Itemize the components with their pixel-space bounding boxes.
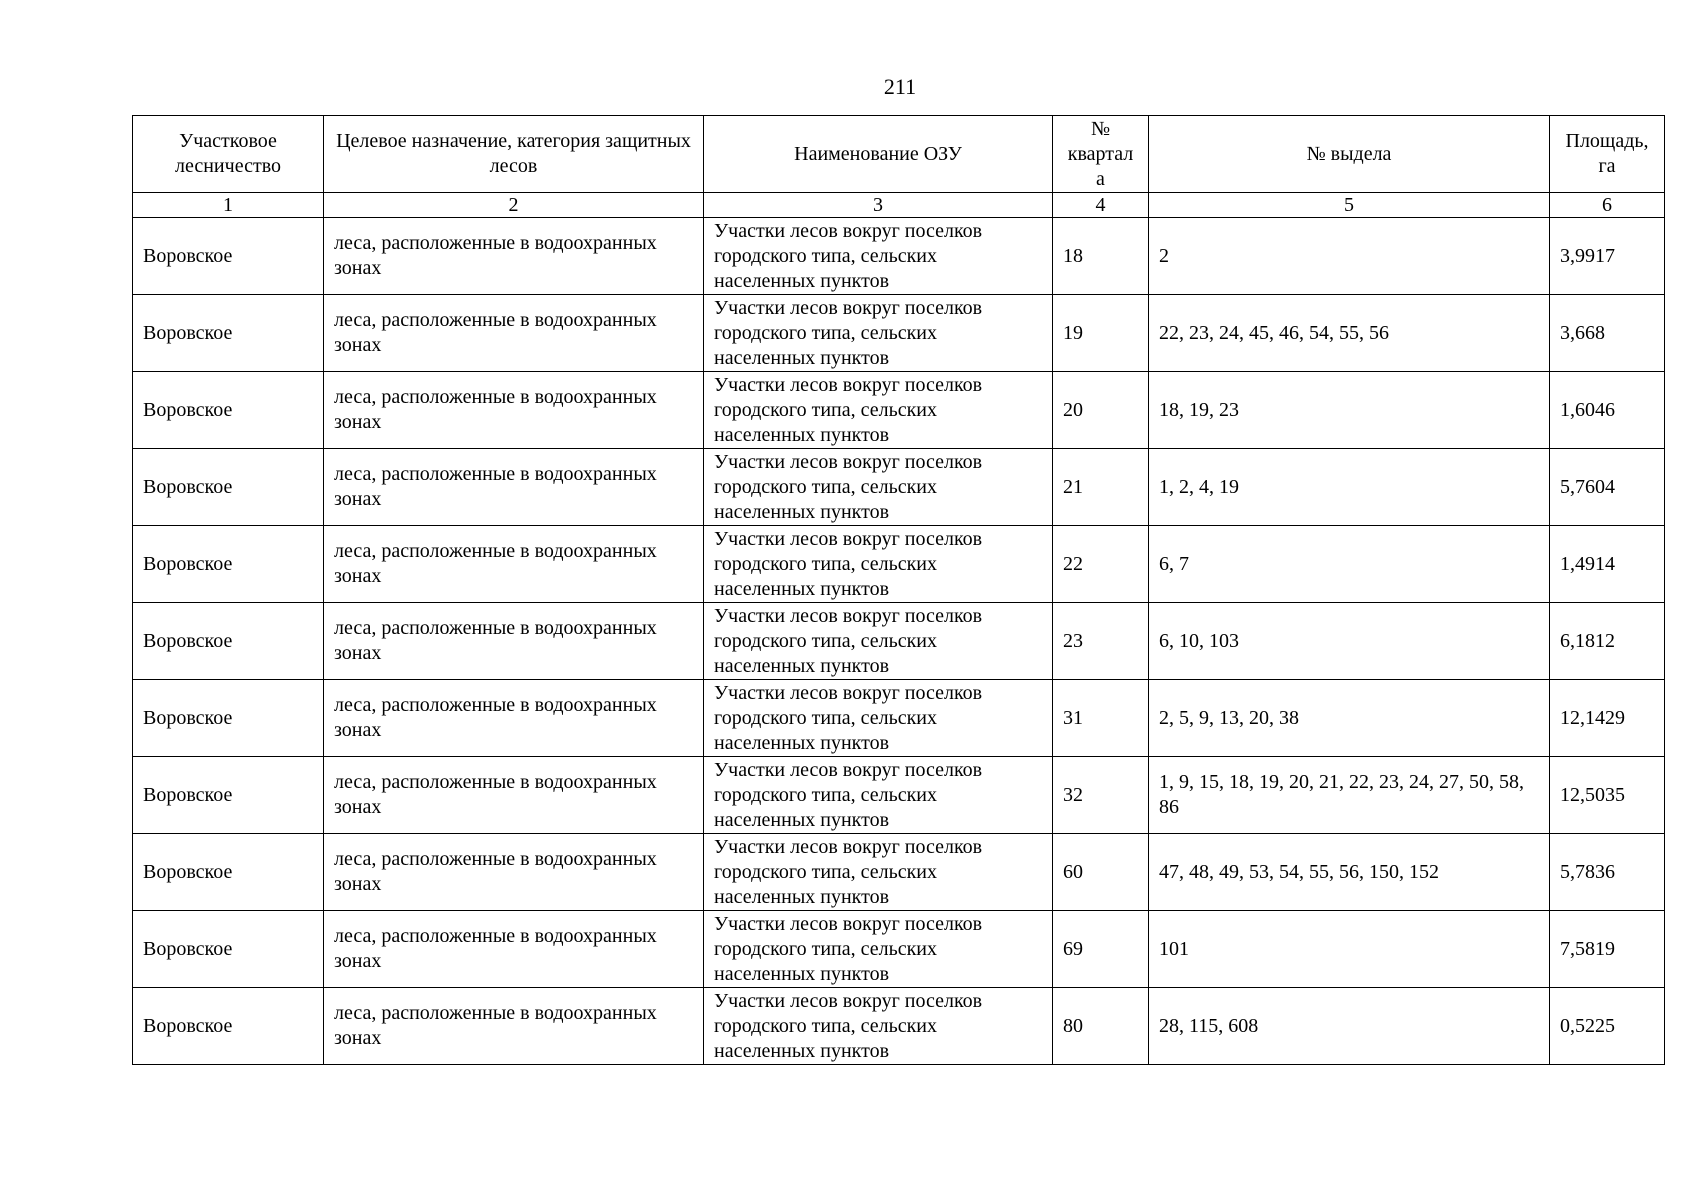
table-row — [133, 757, 1665, 834]
cell-area: 5,7836 — [1550, 834, 1665, 911]
cell-forestry: Воровское — [133, 911, 324, 988]
cell-ozu: Участки лесов вокруг поселков городского типа, сельских населенных пунктов — [704, 526, 1053, 603]
cell-purpose: леса, расположенные в водоохранных зонах — [324, 372, 704, 449]
cell-plots: 1, 9, 15, 18, 19, 20, 21, 22, 23, 24, 27, 50, 58, 86 — [1149, 757, 1550, 834]
cell-area: 12,1429 — [1550, 680, 1665, 757]
cell-purpose: леса, расположенные в водоохранных зонах — [324, 218, 704, 295]
header-row — [133, 116, 1665, 193]
cell-ozu: Участки лесов вокруг поселков городского типа, сельских населенных пунктов — [704, 911, 1053, 988]
cell-quarter: 80 — [1053, 988, 1149, 1065]
cell-purpose: леса, расположенные в водоохранных зонах — [324, 834, 704, 911]
cell-ozu: Участки лесов вокруг поселков городского типа, сельских населенных пунктов — [704, 295, 1053, 372]
cell-plots: 28, 115, 608 — [1149, 988, 1550, 1065]
cell-quarter: 31 — [1053, 680, 1149, 757]
cell-purpose: леса, расположенные в водоохранных зонах — [324, 526, 704, 603]
header-quarter: № квартал а — [1053, 116, 1149, 193]
header-forestry: Участковое лесничество — [133, 116, 324, 193]
column-number: 3 — [704, 193, 1053, 218]
cell-plots: 22, 23, 24, 45, 46, 54, 55, 56 — [1149, 295, 1550, 372]
cell-ozu: Участки лесов вокруг поселков городского типа, сельских населенных пунктов — [704, 218, 1053, 295]
column-number: 1 — [133, 193, 324, 218]
cell-forestry: Воровское — [133, 603, 324, 680]
header-plots: № выдела — [1149, 116, 1550, 193]
header-purpose: Целевое назначение, категория защитных лесов — [324, 116, 704, 193]
cell-plots: 101 — [1149, 911, 1550, 988]
table-row — [133, 218, 1665, 295]
protected-areas-table — [132, 115, 1665, 1065]
cell-forestry: Воровское — [133, 449, 324, 526]
cell-quarter: 20 — [1053, 372, 1149, 449]
cell-ozu: Участки лесов вокруг поселков городского типа, сельских населенных пунктов — [704, 757, 1053, 834]
column-number: 4 — [1053, 193, 1149, 218]
column-number: 2 — [324, 193, 704, 218]
cell-plots: 2 — [1149, 218, 1550, 295]
page-number: 211 — [883, 74, 917, 99]
cell-ozu: Участки лесов вокруг поселков городского типа, сельских населенных пунктов — [704, 834, 1053, 911]
cell-area: 6,1812 — [1550, 603, 1665, 680]
cell-ozu: Участки лесов вокруг поселков городского типа, сельских населенных пунктов — [704, 680, 1053, 757]
cell-purpose: леса, расположенные в водоохранных зонах — [324, 988, 704, 1065]
cell-purpose: леса, расположенные в водоохранных зонах — [324, 680, 704, 757]
table-row — [133, 449, 1665, 526]
cell-quarter: 23 — [1053, 603, 1149, 680]
cell-forestry: Воровское — [133, 988, 324, 1065]
cell-quarter: 22 — [1053, 526, 1149, 603]
cell-forestry: Воровское — [133, 757, 324, 834]
cell-forestry: Воровское — [133, 295, 324, 372]
cell-area: 1,6046 — [1550, 372, 1665, 449]
cell-plots: 1, 2, 4, 19 — [1149, 449, 1550, 526]
table-row — [133, 911, 1665, 988]
cell-plots: 6, 10, 103 — [1149, 603, 1550, 680]
cell-forestry: Воровское — [133, 834, 324, 911]
cell-plots: 18, 19, 23 — [1149, 372, 1550, 449]
table-row — [133, 603, 1665, 680]
cell-purpose: леса, расположенные в водоохранных зонах — [324, 295, 704, 372]
cell-area: 0,5225 — [1550, 988, 1665, 1065]
cell-quarter: 60 — [1053, 834, 1149, 911]
cell-area: 7,5819 — [1550, 911, 1665, 988]
cell-forestry: Воровское — [133, 526, 324, 603]
cell-ozu: Участки лесов вокруг поселков городского типа, сельских населенных пунктов — [704, 449, 1053, 526]
column-number-row — [133, 193, 1665, 218]
cell-plots: 47, 48, 49, 53, 54, 55, 56, 150, 152 — [1149, 834, 1550, 911]
column-number: 5 — [1149, 193, 1550, 218]
cell-ozu: Участки лесов вокруг поселков городского типа, сельских населенных пунктов — [704, 988, 1053, 1065]
cell-purpose: леса, расположенные в водоохранных зонах — [324, 603, 704, 680]
cell-forestry: Воровское — [133, 218, 324, 295]
cell-area: 3,668 — [1550, 295, 1665, 372]
header-area: Площадь, га — [1550, 116, 1665, 193]
cell-plots: 2, 5, 9, 13, 20, 38 — [1149, 680, 1550, 757]
cell-area: 12,5035 — [1550, 757, 1665, 834]
cell-forestry: Воровское — [133, 680, 324, 757]
cell-purpose: леса, расположенные в водоохранных зонах — [324, 757, 704, 834]
cell-purpose: леса, расположенные в водоохранных зонах — [324, 449, 704, 526]
cell-quarter: 21 — [1053, 449, 1149, 526]
header-ozu: Наименование ОЗУ — [704, 116, 1053, 193]
table-row — [133, 680, 1665, 757]
cell-area: 1,4914 — [1550, 526, 1665, 603]
cell-area: 3,9917 — [1550, 218, 1665, 295]
cell-ozu: Участки лесов вокруг поселков городского типа, сельских населенных пунктов — [704, 603, 1053, 680]
cell-plots: 6, 7 — [1149, 526, 1550, 603]
table-row — [133, 526, 1665, 603]
cell-quarter: 32 — [1053, 757, 1149, 834]
column-number: 6 — [1550, 193, 1665, 218]
table-row — [133, 834, 1665, 911]
cell-quarter: 19 — [1053, 295, 1149, 372]
cell-quarter: 18 — [1053, 218, 1149, 295]
cell-forestry: Воровское — [133, 372, 324, 449]
table-row — [133, 295, 1665, 372]
table-row — [133, 372, 1665, 449]
table-row — [133, 988, 1665, 1065]
cell-ozu: Участки лесов вокруг поселков городского типа, сельских населенных пунктов — [704, 372, 1053, 449]
cell-area: 5,7604 — [1550, 449, 1665, 526]
cell-quarter: 69 — [1053, 911, 1149, 988]
cell-purpose: леса, расположенные в водоохранных зонах — [324, 911, 704, 988]
